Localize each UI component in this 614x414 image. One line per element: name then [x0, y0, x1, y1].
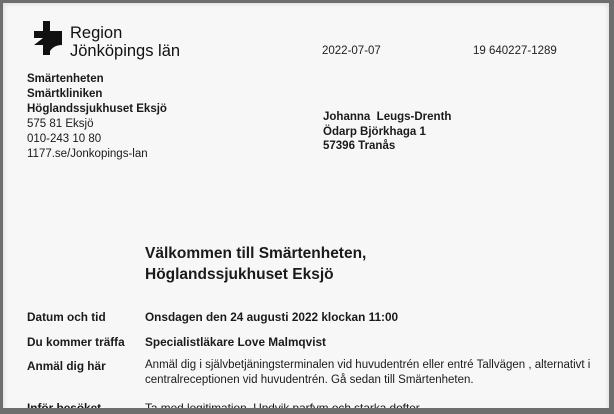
sender-address-block	[27, 72, 167, 162]
recipient-address-block	[323, 110, 451, 154]
letter-date: 2022-07-07	[322, 45, 381, 57]
personal-id-number: 19 640227-1289	[473, 45, 557, 57]
recipient-name: Johanna Leugs-Drenth	[323, 111, 452, 123]
sender-hospital: Höglandssjukhuset Eksjö	[27, 103, 167, 115]
sender-web: 1177.se/Jonkopings-lan	[27, 148, 148, 160]
recipient-street: Ödarp Björkhaga 1	[323, 125, 426, 138]
recipient-postal: 57396 Tranås	[323, 140, 396, 152]
scan-bottom-edge	[0, 408, 614, 414]
sender-phone: 010-243 10 80	[27, 133, 102, 145]
sender-unit: Smärtenheten	[27, 73, 104, 85]
detail-label: Anmäl dig här	[27, 359, 106, 373]
letter-heading: Välkommen till Smärtenheten, Höglandssjukhuset Eksjö	[145, 245, 367, 283]
region-logo-text	[70, 24, 180, 60]
detail-label: Du kommer träffa	[27, 335, 125, 349]
detail-label: Datum och tid	[27, 310, 106, 324]
sender-postal: 575 81 Eksjö	[27, 118, 94, 130]
detail-value: Specialistläkare Love Malmqvist	[145, 335, 326, 349]
detail-value: Onsdagen den 24 augusti 2022 klockan 11:00	[145, 310, 399, 324]
region-name-line1: Region	[70, 24, 123, 42]
region-name-line2: Jönköpings län	[70, 42, 181, 60]
letter-page	[3, 3, 609, 414]
detail-value: Anmäl dig i självbetjäningsterminalen vid huvudentrén eller entré Tallvägen , alternativt i centralreceptionen vid huvudentrén. Gå sedan till Smärtenheten.	[145, 359, 591, 386]
sender-clinic: Smärtkliniken	[27, 88, 103, 100]
region-cross-logo-icon	[34, 21, 62, 55]
